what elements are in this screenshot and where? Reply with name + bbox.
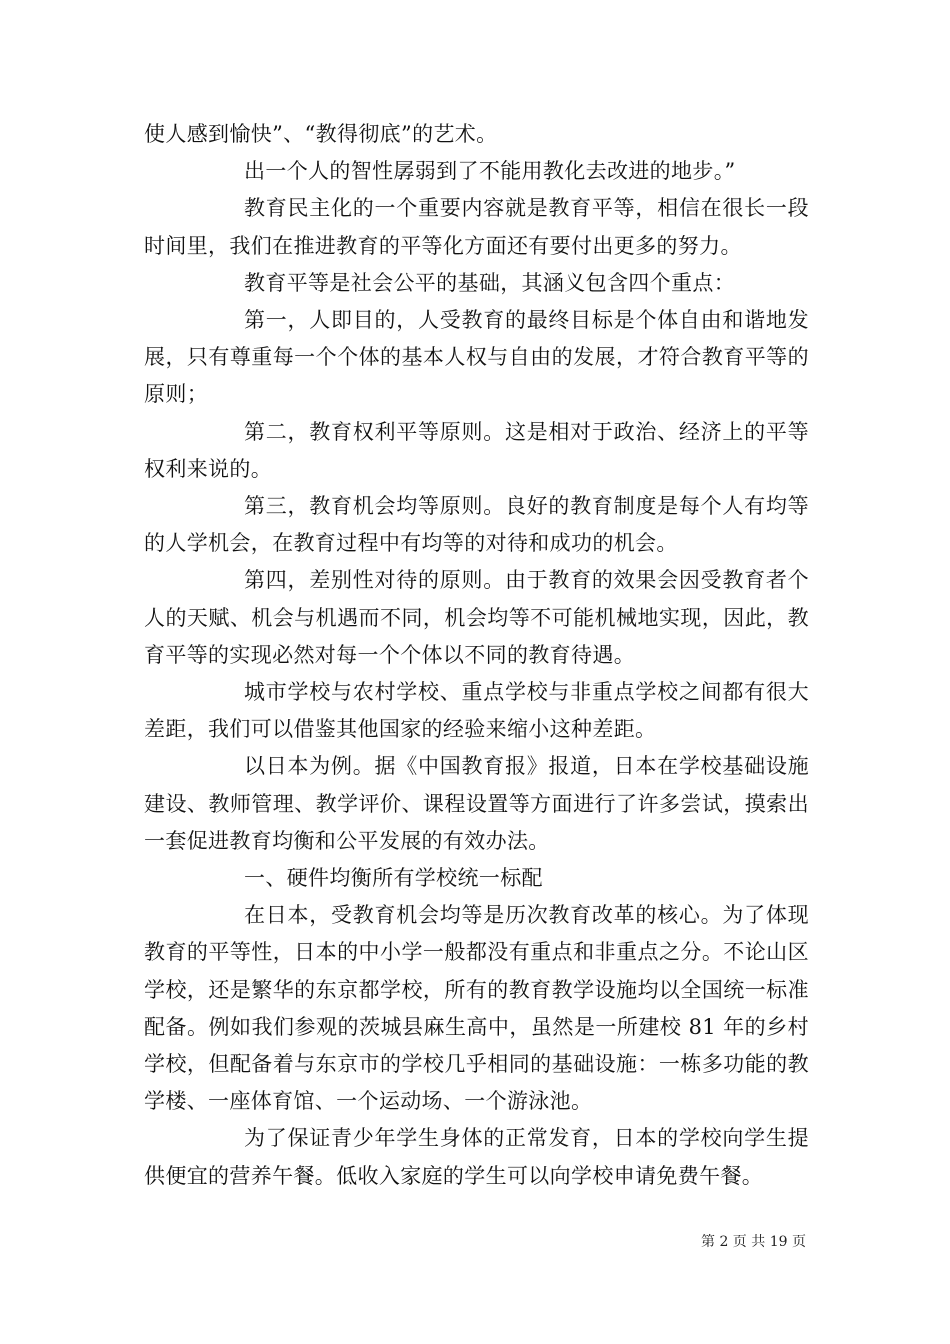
paragraph-2: 出一个人的智性孱弱到了不能用教化去改进的地步。” xyxy=(244,159,736,184)
footer-middle: 页 共 xyxy=(728,1234,770,1250)
paragraph-4: 教育平等是社会公平的基础，其涵义包含四个重点： xyxy=(244,270,736,295)
paragraph-1: 使人感到愉快”、“教得彻底”的艺术。 xyxy=(144,122,498,146)
paragraph-6: 第二，教育权利平等原则。这是相对于政治、经济上的平等权利来说的。 xyxy=(144,419,809,481)
footer-prefix: 第 xyxy=(700,1234,720,1250)
footer-total-pages: 19 xyxy=(769,1234,788,1250)
paragraph-5: 第一，人即目的，人受教育的最终目标是个体自由和谐地发展，只有尊重每一个个体的基本人权与自由的发展，才符合教育平等的原则； xyxy=(144,308,809,407)
section-heading: 一、硬件均衡所有学校统一标配 xyxy=(244,866,543,891)
footer-current-page: 2 xyxy=(719,1234,729,1250)
page-number-footer xyxy=(701,1233,806,1251)
paragraph-8: 第四，差别性对待的原则。由于教育的效果会因受教育者个人的天赋、机会与机遇而不同，机会均等不可能机械地实现，因此，教育平等的实现必然对每一个个体以不同的教育待遇。 xyxy=(144,568,809,667)
paragraph-11: 在日本，受教育机会均等是历次教育改革的核心。为了体现教育的平等性，日本的中小学一般都没有重点和非重点之分。不论山区学校，还是繁华的东京都学校，所有的教育教学设施均以全国统一标准配备。例如我们参观的茨城县麻生高中，虽然是一所建校 81 年的乡村学校，但配备着与东京市的学校几乎相同的基础设施：一栋多功能的教学楼、一座体育馆、一个运动场、一个游泳池。 xyxy=(144,903,809,1114)
paragraph-12: 为了保证青少年学生身体的正常发育，日本的学校向学生提供便宜的营养午餐。低收入家庭的学生可以向学校申请免费午餐。 xyxy=(144,1126,809,1188)
paragraph-9: 城市学校与农村学校、重点学校与非重点学校之间都有很大差距，我们可以借鉴其他国家的经验来缩小这种差距。 xyxy=(144,680,809,742)
paragraph-7: 第三，教育机会均等原则。良好的教育制度是每个人有均等的人学机会，在教育过程中有均等的对待和成功的机会。 xyxy=(144,494,809,556)
footer-suffix: 页 xyxy=(787,1234,806,1250)
paragraph-3: 教育民主化的一个重要内容就是教育平等，相信在很长一段时间里，我们在推进教育的平等化方面还有要付出更多的努力。 xyxy=(144,196,809,258)
document-body xyxy=(144,116,809,1195)
paragraph-10: 以日本为例。据《中国教育报》报道，日本在学校基础设施建设、教师管理、教学评价、课程设置等方面进行了许多尝试，摸索出一套促进教育均衡和公平发展的有效办法。 xyxy=(144,754,809,853)
